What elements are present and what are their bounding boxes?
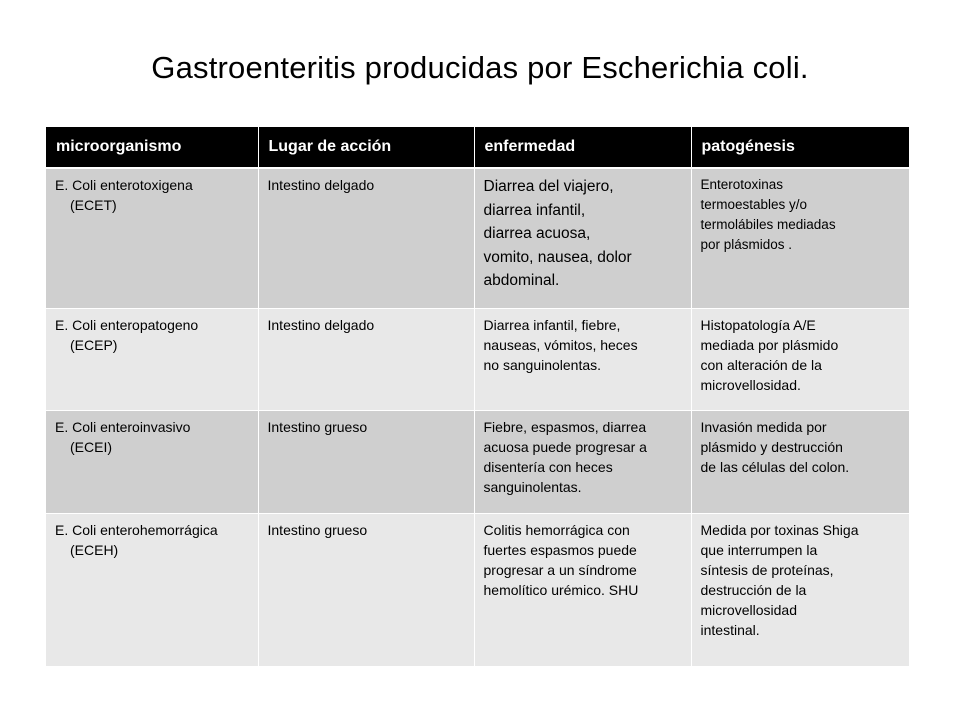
cell-organism [46, 513, 258, 666]
pathogenesis-line: termolábiles mediadas [700, 217, 836, 232]
disease-line: Diarrea del viajero, [483, 178, 614, 195]
table-row [46, 410, 909, 513]
cell-disease [474, 308, 691, 410]
disease-line: no sanguinolentas. [483, 356, 602, 373]
disease-line: Colitis hemorrágica con [483, 521, 630, 538]
header-patogenesis: patogénesis [691, 127, 909, 168]
slide-title: Gastroenteritis producidas por Escherichia coli. [151, 50, 809, 85]
pathogenesis-line: termoestables y/o [700, 197, 808, 212]
disease-line: fuertes espasmos puede [483, 541, 637, 558]
cell-pathogenesis [691, 168, 909, 308]
header-lugar-de-accion: Lugar de acción [258, 127, 474, 168]
pathogenesis-line: síntesis de proteínas, [700, 561, 834, 578]
pathogenesis-line: por plásmidos . [700, 237, 793, 252]
cell-location: Intestino grueso [258, 513, 474, 666]
disease-line: hemolítico urémico. SHU [483, 581, 639, 598]
cell-disease [474, 168, 691, 308]
pathogenesis-line: Histopatología A/E [700, 316, 816, 333]
organism-name: E. Coli enteropatogeno [55, 316, 199, 333]
ecoli-table [46, 127, 909, 667]
pathogenesis-line: Enterotoxinas [700, 177, 784, 192]
disease-line: sanguinolentas. [483, 478, 582, 495]
organism-name: E. Coli enteroinvasivo [55, 418, 191, 435]
cell-organism [46, 410, 258, 513]
disease-line: diarrea infantil, [483, 201, 586, 219]
organism-name: E. Coli enterohemorrágica [55, 521, 218, 538]
pathogenesis-line: Invasión medida por [700, 418, 827, 435]
cell-pathogenesis [691, 308, 909, 410]
table-row [46, 168, 909, 308]
organism-abbrev: (ECET) [70, 197, 117, 213]
pathogenesis-line: con alteración de la [700, 356, 822, 373]
cell-pathogenesis [691, 513, 909, 666]
disease-line: Diarrea infantil, fiebre, [483, 316, 621, 333]
cell-disease [474, 410, 691, 513]
pathogenesis-line: de las células del colon. [700, 458, 850, 475]
disease-line: acuosa puede progresar a [483, 438, 647, 455]
pathogenesis-line: microvellosidad. [700, 376, 801, 393]
organism-abbrev: (ECEP) [70, 336, 118, 353]
disease-line: diarrea acuosa, [483, 225, 591, 242]
pathogenesis-line: destrucción de la [700, 581, 807, 598]
table-header-row [46, 127, 909, 168]
organism-abbrev: (ECEH) [70, 541, 119, 558]
disease-line: disentería con heces [483, 458, 613, 475]
pathogenesis-line: microvellosidad [700, 601, 797, 618]
ecoli-table-container [46, 127, 909, 667]
cell-location: Intestino grueso [258, 410, 474, 513]
table-row [46, 308, 909, 410]
header-microorganismo: microorganismo [46, 127, 258, 168]
organism-name: E. Coli enterotoxigena [55, 177, 193, 193]
pathogenesis-line: Medida por toxinas Shiga [700, 521, 859, 538]
cell-organism [46, 308, 258, 410]
disease-line: vomito, nausea, dolor [483, 248, 632, 266]
pathogenesis-line: mediada por plásmido [700, 336, 839, 353]
table-row [46, 513, 909, 666]
disease-line: nauseas, vómitos, heces [483, 336, 638, 353]
cell-organism [46, 168, 258, 308]
pathogenesis-line: intestinal. [700, 621, 760, 638]
pathogenesis-line: que interrumpen la [700, 541, 818, 558]
organism-abbrev: (ECEI) [70, 438, 112, 455]
cell-location: Intestino delgado [258, 168, 474, 308]
disease-line: abdominal. [483, 272, 560, 289]
disease-line: progresar a un síndrome [483, 561, 637, 578]
disease-line: Fiebre, espasmos, diarrea [483, 418, 647, 435]
header-enfermedad: enfermedad [474, 127, 691, 168]
cell-location: Intestino delgado [258, 308, 474, 410]
cell-pathogenesis [691, 410, 909, 513]
pathogenesis-line: plásmido y destrucción [700, 438, 843, 455]
cell-disease [474, 513, 691, 666]
